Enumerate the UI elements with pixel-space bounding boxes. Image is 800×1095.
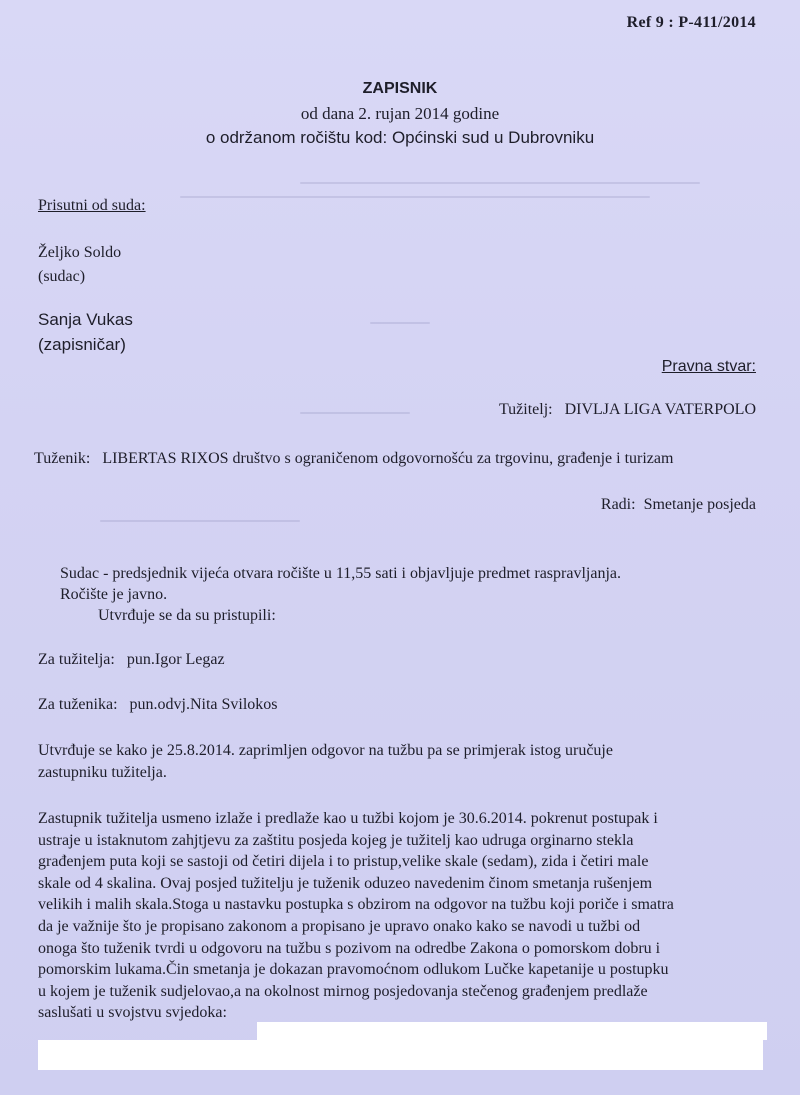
bleed-through-mark xyxy=(300,412,410,414)
for-defendant-value: pun.odvj.Nita Svilokos xyxy=(129,696,278,713)
for-defendant-line xyxy=(38,696,278,714)
plaintiff-label: Tužitelj: xyxy=(498,401,553,418)
paragraph-line: u kojem je tuženik sudjelovao,a na okolnost mirnog posjedovanja stečenog građenjem predlaže xyxy=(38,982,648,1000)
bleed-through-mark xyxy=(300,182,700,184)
paragraph-line: saslušati u svojstvu svjedoka: xyxy=(38,1004,227,1022)
paragraph-line: ustraje u istaknutom zahjtjevu za zaštitu posjeda kojeg je tužitelj kao udruga orginarno stekla xyxy=(38,831,634,849)
document-title: ZAPISNIK xyxy=(362,80,438,97)
court-line: o održanom ročištu kod: Općinski sud u Dubrovniku xyxy=(205,128,595,147)
plaintiff-value: DIVLJA LIGA VATERPOLO xyxy=(564,401,756,418)
opening-paragraph xyxy=(60,563,621,605)
recorder-role: (zapisničar) xyxy=(38,335,126,354)
paragraph-line: da je važnije što je propisano zakonom a propisano je upravo onako kako se navodi u tužbi od xyxy=(38,917,641,935)
defendant-value: LIBERTAS RIXOS društvo s ograničenom odgovornošću za trgovinu, građenje i turizam xyxy=(102,450,674,467)
paragraph-line: skale od 4 skalina. Ovaj posjed tužitelju je tuženik oduzeo navedenim činom smetanja rušenjem xyxy=(38,874,653,892)
for-defendant-label: Za tuženika: xyxy=(38,696,118,713)
paragraph-line: velikih i malih skala.Stoga u nastavku postupka s obzirom na odgovor na tužbu koji poriče i smatra xyxy=(38,896,674,914)
defendant-line xyxy=(34,450,673,468)
opening-line-1: Sudac - predsjednik vijeća otvara ročište u 11,55 sati i objavljuje predmet raspravljanja. xyxy=(60,565,621,582)
paragraph-line: Zastupnik tužitelja usmeno izlaže i predlaže kao u tužbi kojom je 30.6.2014. pokrenut postupak i xyxy=(38,810,658,827)
reference-number: Ref 9 : P-411/2014 xyxy=(626,14,756,31)
reply-line-2: zastupniku tužitelja. xyxy=(38,763,167,781)
redaction-block xyxy=(38,1040,763,1070)
present-heading: Prisutni od suda: xyxy=(38,197,146,214)
legal-matter-heading: Pravna stvar: xyxy=(661,358,756,375)
for-plaintiff-value: pun.Igor Legaz xyxy=(126,651,225,668)
judge-role: (sudac) xyxy=(38,268,86,285)
bleed-through-mark xyxy=(180,196,650,198)
date-line: od dana 2. rujan 2014 godine xyxy=(300,104,500,123)
defendant-label: Tuženik: xyxy=(34,450,91,467)
recorder-name: Sanja Vukas xyxy=(38,310,133,329)
paragraph-line: građenjem puta koji se sastoji od četiri dijela i to pristup,velike skale (sedam), zida i četiri male xyxy=(38,853,649,871)
plaintiff-line xyxy=(499,401,756,419)
subject-line xyxy=(601,496,756,514)
for-plaintiff-label: Za tužitelja: xyxy=(38,651,115,668)
subject-value: Smetanje posjeda xyxy=(643,496,756,513)
attended-line: Utvrđuje se da su pristupili: xyxy=(98,607,276,624)
bleed-through-mark xyxy=(100,520,300,522)
subject-label: Radi: xyxy=(600,496,636,513)
for-plaintiff-line xyxy=(38,651,225,669)
opening-line-2: Ročište je javno. xyxy=(60,586,168,603)
representative-paragraph xyxy=(38,808,768,1024)
reply-line-1: Utvrđuje se kako je 25.8.2014. zaprimljen odgovor na tužbu pa se primjerak istog uručuje xyxy=(38,742,613,759)
reply-paragraph xyxy=(38,740,768,783)
paragraph-line: pomorskim lukama.Čin smetanja je dokazan pravomoćnom odlukom Lučke kapetanije u postupku xyxy=(38,961,669,979)
bleed-through-mark xyxy=(370,322,430,324)
judge-name: Željko Soldo xyxy=(38,244,122,261)
paragraph-line: onoga što tuženik tvrdi u odgovoru na tužbu s pozivom na odredbe Zakona o pomorskom dobru i xyxy=(38,939,661,957)
redaction-block xyxy=(257,1022,767,1040)
